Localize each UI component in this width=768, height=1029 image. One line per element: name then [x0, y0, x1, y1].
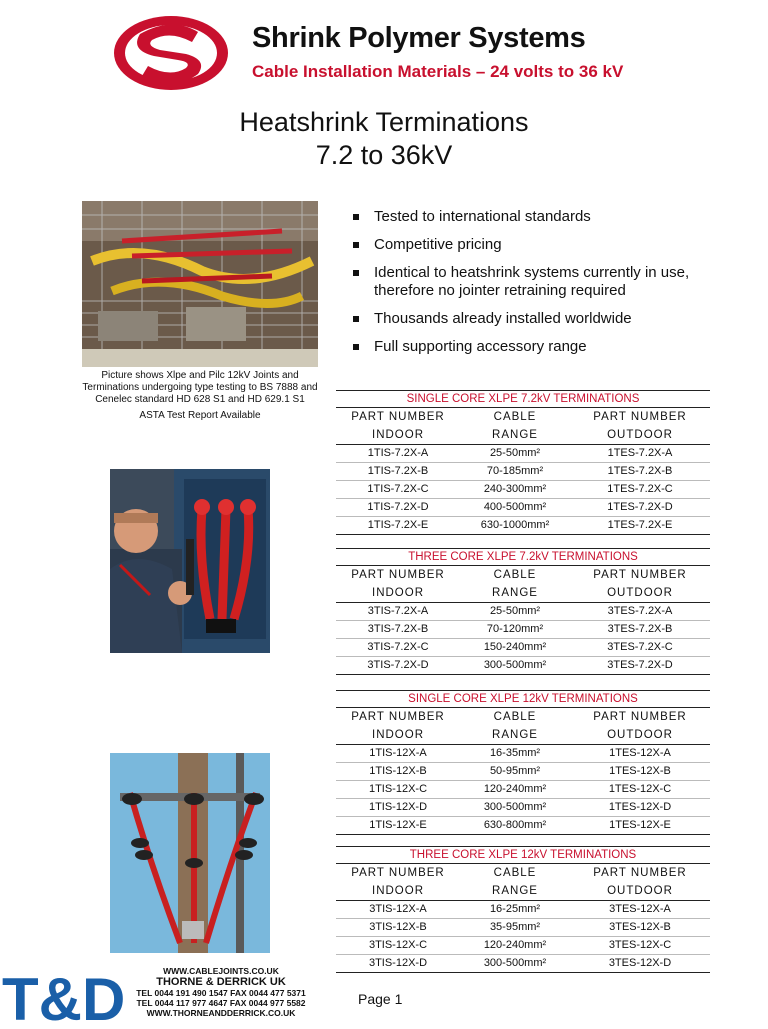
company-tagline: Cable Installation Materials – 24 volts to 36 kV — [252, 62, 624, 81]
table-row — [336, 481, 710, 499]
table-row — [336, 955, 710, 972]
indoor-part-number: 1TIS-7.2X-C — [367, 483, 429, 495]
table-title: SINGLE CORE XLPE 7.2kV TERMINATIONS — [336, 391, 710, 408]
header-outdoor: OUTDOOR — [607, 885, 673, 897]
cable-range: 630-800mm² — [483, 819, 547, 831]
header-range: RANGE — [492, 885, 538, 897]
table-header-row — [336, 408, 710, 426]
indoor-part-number: 3TIS-7.2X-A — [367, 605, 429, 617]
table-row — [336, 763, 710, 781]
caption-text: Picture shows Xlpe and Pilc 12kV Joints and Terminations undergoing type testing to BS 7888 and Cenelec standard HD 628 S1 and HD 629.1 S1 — [82, 370, 318, 405]
indoor-part-number: 1TIS-12X-C — [368, 783, 428, 795]
table-header-row — [336, 726, 710, 745]
header-part-number: PART NUMBER — [351, 569, 445, 581]
outdoor-part-number: 1TES-12X-E — [609, 819, 671, 831]
outdoor-part-number: 1TES-7.2X-D — [607, 501, 673, 513]
indoor-part-number: 3TIS-12X-D — [368, 957, 428, 969]
cable-range: 25-50mm² — [489, 605, 541, 617]
table-three-core-12kv — [336, 846, 710, 973]
indoor-part-number: 3TIS-12X-B — [369, 921, 427, 933]
table-header-row — [336, 566, 710, 584]
table-row — [336, 499, 710, 517]
header-part-number: PART NUMBER — [351, 411, 445, 423]
table-row — [336, 937, 710, 955]
cable-range: 300-500mm² — [483, 957, 547, 969]
outdoor-part-number: 1TES-7.2X-E — [607, 519, 673, 531]
header-part-number: PART NUMBER — [593, 569, 687, 581]
header-part-number: PART NUMBER — [351, 711, 445, 723]
feature-item: Full supporting accessory range — [350, 338, 750, 356]
thorne-derrick-logo — [0, 964, 126, 1029]
header-part-number: PART NUMBER — [593, 867, 687, 879]
footer-website-1[interactable]: WWW.CABLEJOINTS.CO.UK — [163, 966, 279, 976]
outdoor-part-number: 3TES-12X-A — [609, 903, 671, 915]
table-header-row — [336, 584, 710, 603]
header-range: RANGE — [492, 729, 538, 741]
cable-range: 16-25mm² — [489, 903, 541, 915]
cable-range: 240-300mm² — [483, 483, 547, 495]
cable-range: 50-95mm² — [489, 765, 541, 777]
feature-list — [350, 208, 750, 366]
cable-range: 35-95mm² — [489, 921, 541, 933]
feature-item: Identical to heatshrink systems currently in use, therefore no jointer retraining required — [350, 264, 750, 300]
cable-range: 70-185mm² — [486, 465, 544, 477]
shrink-polymer-logo — [112, 14, 230, 92]
title-line-2: 7.2 to 36kV — [315, 140, 453, 170]
table-row — [336, 621, 710, 639]
pole-terminations-photo — [110, 753, 270, 953]
outdoor-part-number: 3TES-12X-C — [608, 939, 672, 951]
header-indoor: INDOOR — [372, 429, 424, 441]
table-title: SINGLE CORE XLPE 12kV TERMINATIONS — [336, 691, 710, 708]
header-cable: CABLE — [493, 867, 537, 879]
feature-item: Tested to international standards — [350, 208, 750, 226]
feature-item: Competitive pricing — [350, 236, 750, 254]
cable-range: 300-500mm² — [483, 659, 547, 671]
feature-item: Thousands already installed worldwide — [350, 310, 750, 328]
outdoor-part-number: 1TES-12X-D — [608, 801, 672, 813]
header-part-number: PART NUMBER — [351, 867, 445, 879]
company-name: Shrink Polymer Systems — [252, 22, 586, 54]
header-range: RANGE — [492, 429, 538, 441]
indoor-part-number: 1TIS-7.2X-A — [367, 447, 429, 459]
footer-phone-1: TEL 0044 191 490 1547 FAX 0044 477 5371 — [136, 988, 306, 998]
indoor-part-number: 3TIS-7.2X-D — [367, 659, 429, 671]
outdoor-part-number: 1TES-12X-B — [609, 765, 671, 777]
table-title: THREE CORE XLPE 12kV TERMINATIONS — [336, 847, 710, 864]
outdoor-part-number: 3TES-7.2X-D — [607, 659, 673, 671]
header-indoor: INDOOR — [372, 729, 424, 741]
table-row — [336, 901, 710, 919]
outdoor-part-number: 3TES-7.2X-A — [607, 605, 673, 617]
cable-range: 120-240mm² — [483, 783, 547, 795]
photo-caption — [80, 370, 320, 422]
cable-range: 70-120mm² — [486, 623, 544, 635]
outdoor-part-number: 1TES-12X-A — [609, 747, 671, 759]
table-row — [336, 745, 710, 763]
title-line-1: Heatshrink Terminations — [239, 107, 529, 137]
table-three-core-7-2kv — [336, 548, 710, 675]
header-cable: CABLE — [493, 569, 537, 581]
table-row — [336, 919, 710, 937]
table-row — [336, 781, 710, 799]
cable-range: 630-1000mm² — [480, 519, 550, 531]
table-header-row — [336, 426, 710, 445]
header-outdoor: OUTDOOR — [607, 729, 673, 741]
table-row — [336, 817, 710, 834]
cable-range: 25-50mm² — [489, 447, 541, 459]
cable-range: 150-240mm² — [483, 641, 547, 653]
cable-range: 300-500mm² — [483, 801, 547, 813]
header-indoor: INDOOR — [372, 885, 424, 897]
table-title: THREE CORE XLPE 7.2kV TERMINATIONS — [336, 549, 710, 566]
td-logo-text: T&D — [2, 966, 126, 1029]
table-row — [336, 657, 710, 674]
indoor-part-number: 1TIS-12X-E — [369, 819, 427, 831]
footer-company: THORNE & DERRICK UK — [156, 976, 286, 988]
table-header-row — [336, 882, 710, 901]
header-part-number: PART NUMBER — [593, 711, 687, 723]
outdoor-part-number: 3TES-7.2X-B — [607, 623, 673, 635]
header-cable: CABLE — [493, 411, 537, 423]
header-indoor: INDOOR — [372, 587, 424, 599]
indoor-part-number: 3TIS-7.2X-B — [367, 623, 429, 635]
header-part-number: PART NUMBER — [593, 411, 687, 423]
indoor-part-number: 1TIS-12X-D — [368, 801, 428, 813]
page-title — [0, 106, 768, 172]
outdoor-part-number: 1TES-7.2X-A — [607, 447, 673, 459]
indoor-part-number: 3TIS-12X-C — [368, 939, 428, 951]
footer-website-2[interactable]: WWW.THORNEANDDERRICK.CO.UK — [146, 1008, 296, 1018]
cable-range: 120-240mm² — [483, 939, 547, 951]
header-cable: CABLE — [493, 711, 537, 723]
cable-range: 16-35mm² — [489, 747, 541, 759]
table-single-core-12kv — [336, 690, 710, 835]
table-row — [336, 799, 710, 817]
page-number: Page 1 — [358, 991, 403, 1007]
header-outdoor: OUTDOOR — [607, 587, 673, 599]
outdoor-part-number: 1TES-7.2X-B — [607, 465, 673, 477]
footer-phone-2: TEL 0044 117 977 4647 FAX 0044 977 5582 — [136, 998, 306, 1008]
cable-range: 400-500mm² — [483, 501, 547, 513]
indoor-part-number: 1TIS-12X-B — [369, 765, 427, 777]
table-header-row — [336, 708, 710, 726]
table-row — [336, 639, 710, 657]
jointer-photo — [110, 469, 270, 653]
outdoor-part-number: 1TES-7.2X-C — [607, 483, 673, 495]
outdoor-part-number: 1TES-12X-C — [608, 783, 672, 795]
header-range: RANGE — [492, 587, 538, 599]
test-rig-photo — [82, 201, 318, 367]
table-single-core-7-2kv — [336, 390, 710, 535]
outdoor-part-number: 3TES-7.2X-C — [607, 641, 673, 653]
caption-note: ASTA Test Report Available — [139, 410, 261, 421]
indoor-part-number: 3TIS-7.2X-C — [367, 641, 429, 653]
indoor-part-number: 3TIS-12X-A — [369, 903, 427, 915]
outdoor-part-number: 3TES-12X-B — [609, 921, 671, 933]
header-outdoor: OUTDOOR — [607, 429, 673, 441]
indoor-part-number: 1TIS-7.2X-E — [367, 519, 429, 531]
footer-contact — [118, 966, 324, 1018]
table-row — [336, 517, 710, 534]
indoor-part-number: 1TIS-7.2X-B — [367, 465, 429, 477]
table-header-row — [336, 864, 710, 882]
table-row — [336, 603, 710, 621]
indoor-part-number: 1TIS-12X-A — [369, 747, 427, 759]
outdoor-part-number: 3TES-12X-D — [608, 957, 672, 969]
table-row — [336, 445, 710, 463]
indoor-part-number: 1TIS-7.2X-D — [367, 501, 429, 513]
table-row — [336, 463, 710, 481]
